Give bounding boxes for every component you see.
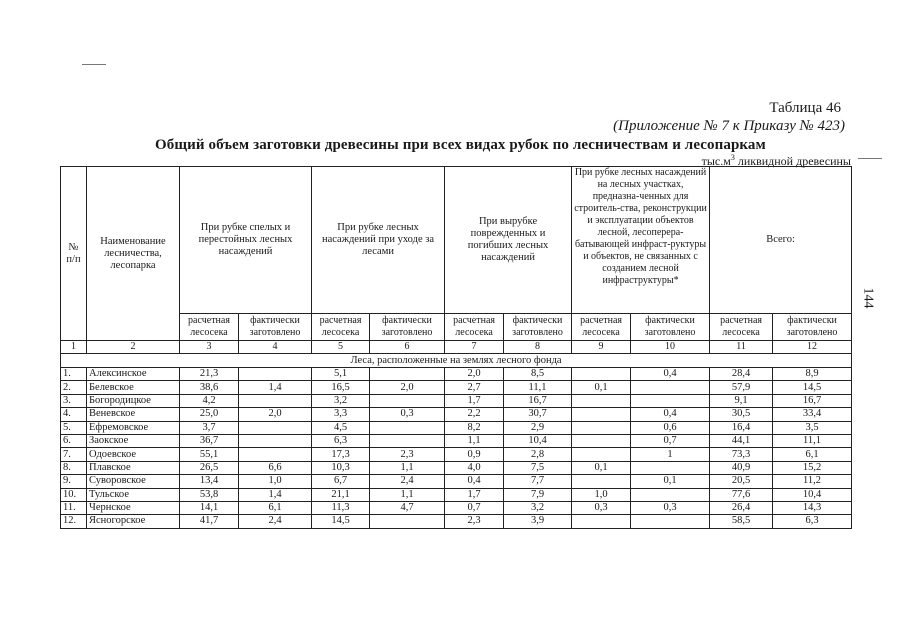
header-total: Всего:: [710, 167, 852, 314]
column-number: 4: [239, 341, 312, 354]
forestry-name-cell: Ясногорское: [87, 515, 180, 528]
subheader-planned: расчетная лесосека: [710, 314, 773, 341]
value-cell: 3,5: [773, 421, 852, 434]
row-number-cell: 2.: [61, 381, 87, 394]
value-cell: 15,2: [773, 461, 852, 474]
appendix-reference: (Приложение № 7 к Приказу № 423): [613, 118, 845, 134]
value-cell: 8,9: [773, 368, 852, 381]
value-cell: 58,5: [710, 515, 773, 528]
table-row: [61, 488, 852, 501]
value-cell: 3,9: [504, 515, 572, 528]
header-row-column-numbers: [61, 341, 852, 354]
value-cell: 25,0: [180, 408, 239, 421]
value-cell: 10,4: [504, 434, 572, 447]
value-cell: 4,5: [312, 421, 370, 434]
value-cell: 11,2: [773, 475, 852, 488]
value-cell: 57,9: [710, 381, 773, 394]
header-mature-forest: При рубке спелых и перестойных лесных насаждений: [180, 167, 312, 314]
column-number: 6: [370, 341, 445, 354]
forestry-name-cell: Алексинское: [87, 368, 180, 381]
value-cell: 21,1: [312, 488, 370, 501]
subheader-actual: фактически заготовлено: [504, 314, 572, 341]
value-cell: [631, 461, 710, 474]
value-cell: 14,5: [773, 381, 852, 394]
value-cell: 0,4: [445, 475, 504, 488]
forestry-name-cell: Чернское: [87, 501, 180, 514]
value-cell: [239, 421, 312, 434]
harvest-volume-table: [60, 166, 852, 529]
value-cell: 14,5: [312, 515, 370, 528]
value-cell: 1,0: [239, 475, 312, 488]
value-cell: [631, 381, 710, 394]
value-cell: 38,6: [180, 381, 239, 394]
header-name: Наименование лесничества, лесопарка: [87, 167, 180, 341]
forestry-name-cell: Плавское: [87, 461, 180, 474]
value-cell: [370, 394, 445, 407]
column-number: 3: [180, 341, 239, 354]
table-row: [61, 381, 852, 394]
value-cell: 17,3: [312, 448, 370, 461]
value-cell: 2,4: [370, 475, 445, 488]
value-cell: [631, 515, 710, 528]
value-cell: 11,3: [312, 501, 370, 514]
header-row-sub: [61, 314, 852, 341]
value-cell: 16,5: [312, 381, 370, 394]
value-cell: 28,4: [710, 368, 773, 381]
value-cell: 53,8: [180, 488, 239, 501]
table-row: [61, 434, 852, 447]
value-cell: [631, 394, 710, 407]
value-cell: 16,7: [773, 394, 852, 407]
value-cell: 55,1: [180, 448, 239, 461]
header-damaged-forest: При вырубке поврежденных и погибших лесных насаждений: [445, 167, 572, 314]
row-number-cell: 10.: [61, 488, 87, 501]
forestry-name-cell: Тульское: [87, 488, 180, 501]
value-cell: 0,6: [631, 421, 710, 434]
value-cell: 6,6: [239, 461, 312, 474]
value-cell: 41,7: [180, 515, 239, 528]
value-cell: 10,3: [312, 461, 370, 474]
value-cell: [572, 515, 631, 528]
column-number: 10: [631, 341, 710, 354]
table-row: [61, 408, 852, 421]
table-row: [61, 421, 852, 434]
value-cell: [572, 394, 631, 407]
value-cell: [572, 421, 631, 434]
header-care-felling: При рубке лесных насаждений при уходе за лесами: [312, 167, 445, 314]
value-cell: 2,9: [504, 421, 572, 434]
value-cell: 3,2: [312, 394, 370, 407]
value-cell: 11,1: [773, 434, 852, 447]
value-cell: 2,3: [370, 448, 445, 461]
forestry-name-cell: Заокское: [87, 434, 180, 447]
value-cell: 21,3: [180, 368, 239, 381]
subheader-planned: расчетная лесосека: [312, 314, 370, 341]
value-cell: [239, 368, 312, 381]
value-cell: [370, 368, 445, 381]
value-cell: 6,7: [312, 475, 370, 488]
value-cell: 13,4: [180, 475, 239, 488]
subheader-planned: расчетная лесосека: [572, 314, 631, 341]
value-cell: 2,0: [445, 368, 504, 381]
value-cell: 36,7: [180, 434, 239, 447]
value-cell: [370, 434, 445, 447]
value-cell: 77,6: [710, 488, 773, 501]
value-cell: 0,3: [572, 501, 631, 514]
value-cell: 1,7: [445, 394, 504, 407]
row-number-cell: 7.: [61, 448, 87, 461]
value-cell: [370, 421, 445, 434]
forestry-name-cell: Белевское: [87, 381, 180, 394]
value-cell: 0,3: [631, 501, 710, 514]
value-cell: 26,5: [180, 461, 239, 474]
subheader-planned: расчетная лесосека: [445, 314, 504, 341]
value-cell: 3,2: [504, 501, 572, 514]
column-number: 1: [61, 341, 87, 354]
value-cell: 10,4: [773, 488, 852, 501]
value-cell: 6,1: [239, 501, 312, 514]
value-cell: 44,1: [710, 434, 773, 447]
row-number-cell: 1.: [61, 368, 87, 381]
scan-artifact: [82, 64, 106, 65]
value-cell: 7,7: [504, 475, 572, 488]
value-cell: 14,3: [773, 501, 852, 514]
value-cell: 2,4: [239, 515, 312, 528]
value-cell: 2,2: [445, 408, 504, 421]
table-row: [61, 368, 852, 381]
value-cell: 73,3: [710, 448, 773, 461]
value-cell: 1,0: [572, 488, 631, 501]
value-cell: [572, 408, 631, 421]
subheader-actual: фактически заготовлено: [370, 314, 445, 341]
value-cell: 5,1: [312, 368, 370, 381]
page-number: 144: [860, 287, 876, 309]
value-cell: 26,4: [710, 501, 773, 514]
column-number: 5: [312, 341, 370, 354]
value-cell: 1,1: [370, 461, 445, 474]
subheader-planned: расчетная лесосека: [180, 314, 239, 341]
value-cell: 0,1: [572, 381, 631, 394]
value-cell: 11,1: [504, 381, 572, 394]
value-cell: 4,2: [180, 394, 239, 407]
value-cell: 0,7: [631, 434, 710, 447]
forestry-name-cell: Веневское: [87, 408, 180, 421]
value-cell: 0,7: [445, 501, 504, 514]
table-row: [61, 448, 852, 461]
value-cell: 2,0: [239, 408, 312, 421]
row-number-cell: 5.: [61, 421, 87, 434]
value-cell: 16,4: [710, 421, 773, 434]
value-cell: 33,4: [773, 408, 852, 421]
document-title: Общий объем заготовки древесины при всех видах рубок по лесничествам и лесопаркам: [155, 137, 766, 153]
value-cell: 14,1: [180, 501, 239, 514]
value-cell: 1,4: [239, 381, 312, 394]
table-number: Таблица 46: [769, 100, 841, 116]
value-cell: 0,1: [631, 475, 710, 488]
value-cell: 4,7: [370, 501, 445, 514]
subheader-actual: фактически заготовлено: [773, 314, 852, 341]
value-cell: 2,7: [445, 381, 504, 394]
value-cell: 3,7: [180, 421, 239, 434]
value-cell: 6,3: [312, 434, 370, 447]
value-cell: [572, 434, 631, 447]
value-cell: 0,3: [370, 408, 445, 421]
value-cell: 30,7: [504, 408, 572, 421]
value-cell: 16,7: [504, 394, 572, 407]
value-cell: 30,5: [710, 408, 773, 421]
value-cell: [239, 448, 312, 461]
section-title: Леса, расположенные на землях лесного фонда: [61, 354, 852, 368]
row-number-cell: 6.: [61, 434, 87, 447]
table-row: [61, 461, 852, 474]
scan-artifact: [858, 158, 882, 159]
value-cell: 1: [631, 448, 710, 461]
value-cell: 0,4: [631, 408, 710, 421]
table-row: [61, 475, 852, 488]
value-cell: 0,4: [631, 368, 710, 381]
section-row: [61, 354, 852, 368]
value-cell: 2,3: [445, 515, 504, 528]
value-cell: [239, 434, 312, 447]
row-number-cell: 11.: [61, 501, 87, 514]
table-row: [61, 501, 852, 514]
forestry-name-cell: Одоевское: [87, 448, 180, 461]
value-cell: 1,1: [445, 434, 504, 447]
header-num: № п/п: [61, 167, 87, 341]
table-row: [61, 394, 852, 407]
column-number: 11: [710, 341, 773, 354]
value-cell: 1,4: [239, 488, 312, 501]
value-cell: 8,2: [445, 421, 504, 434]
row-number-cell: 8.: [61, 461, 87, 474]
value-cell: 6,3: [773, 515, 852, 528]
row-number-cell: 4.: [61, 408, 87, 421]
forestry-name-cell: Суворовское: [87, 475, 180, 488]
value-cell: 6,1: [773, 448, 852, 461]
value-cell: [370, 515, 445, 528]
subheader-actual: фактически заготовлено: [239, 314, 312, 341]
header-row-groups: [61, 167, 852, 314]
row-number-cell: 12.: [61, 515, 87, 528]
value-cell: 9,1: [710, 394, 773, 407]
column-number: 8: [504, 341, 572, 354]
column-number: 9: [572, 341, 631, 354]
value-cell: 40,9: [710, 461, 773, 474]
value-cell: [631, 488, 710, 501]
value-cell: [572, 368, 631, 381]
value-cell: 8,5: [504, 368, 572, 381]
table-row: [61, 515, 852, 528]
units-label: $тыс.м^3$ ликвидной древесины: [701, 153, 851, 168]
column-number: 12: [773, 341, 852, 354]
forestry-name-cell: Богородицкое: [87, 394, 180, 407]
row-number-cell: 9.: [61, 475, 87, 488]
value-cell: 1,1: [370, 488, 445, 501]
value-cell: 1,7: [445, 488, 504, 501]
column-number: 7: [445, 341, 504, 354]
value-cell: 3,3: [312, 408, 370, 421]
value-cell: 2,0: [370, 381, 445, 394]
value-cell: [572, 475, 631, 488]
value-cell: 7,9: [504, 488, 572, 501]
value-cell: 0,1: [572, 461, 631, 474]
value-cell: 0,9: [445, 448, 504, 461]
value-cell: [572, 448, 631, 461]
value-cell: 2,8: [504, 448, 572, 461]
value-cell: 20,5: [710, 475, 773, 488]
forestry-name-cell: Ефремовское: [87, 421, 180, 434]
column-number: 2: [87, 341, 180, 354]
header-infrastructure: При рубке лесных насаждений на лесных участках, предназна-ченных для строитель-ства, реконструкции и эксплуатации объектов лесной, лесоперера-батывающей инфраст-руктуры и объектов, не связанных с созданием лесной инфраструктуры*: [572, 167, 710, 314]
subheader-actual: фактически заготовлено: [631, 314, 710, 341]
value-cell: [239, 394, 312, 407]
row-number-cell: 3.: [61, 394, 87, 407]
value-cell: 7,5: [504, 461, 572, 474]
value-cell: 4,0: [445, 461, 504, 474]
